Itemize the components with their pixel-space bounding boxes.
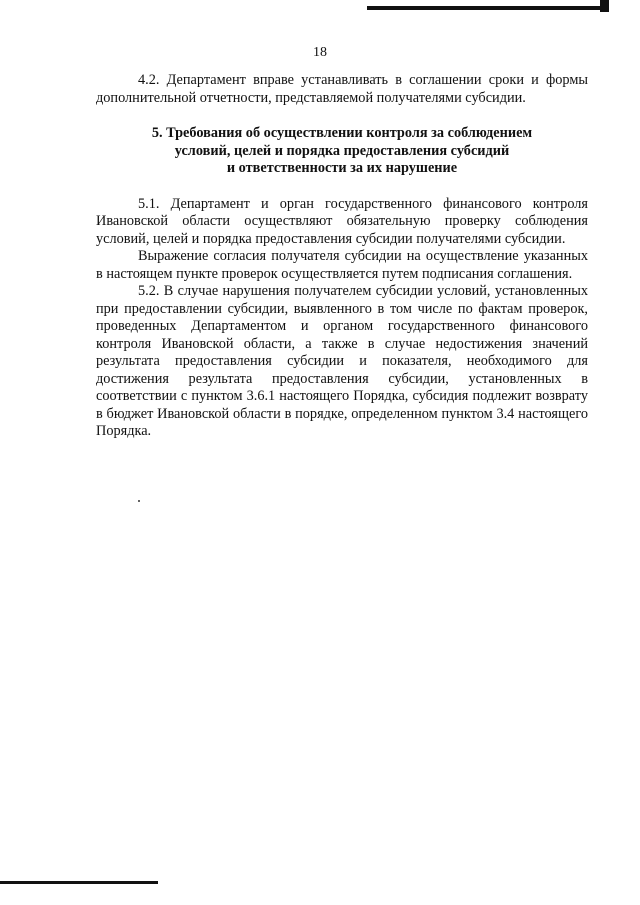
paragraph-5-1-consent: Выражение согласия получателя субсидии на осуществление указанных в настоящем пункте проверок осуществляется путем подписания соглашения. — [96, 248, 588, 282]
paragraph-4-2: 4.2. Департамент вправе устанавливать в соглашении сроки и формы дополнительной отчетности, представляемой получателями субсидии. — [96, 72, 588, 106]
paragraph-5-2: 5.2. В случае нарушения получателем субсидии условий, установленных при предоставлении субсидии, выявленного в том числе по фактам проверок, проведенных Департаментом и органом государственного финансового контроля Ивановской области, а также в случае недостижения значений результата предоставления субсидии и показателя, необходимого для достижения результата предоставления субсидии, установленных в соответствии с пунктом 3.6.1 настоящего Порядка, субсидия подлежит возврату в бюджет Ивановской области в порядке, определенном пунктом 3.4 настоящего Порядка. — [96, 283, 588, 439]
top-rule-end-mark — [600, 0, 609, 12]
bottom-decorative-rule — [0, 881, 158, 884]
section-5-heading — [96, 125, 588, 178]
section-5-heading-line-3: и ответственности за их нарушение — [226, 160, 458, 176]
document-body — [96, 72, 588, 441]
scan-artifact-dot — [138, 500, 140, 502]
page-number: 18 — [313, 45, 327, 60]
section-5-heading-line-1: 5. Требования об осуществлении контроля за соблюдением — [151, 125, 533, 141]
top-decorative-rule — [367, 6, 609, 10]
section-5-heading-line-2: условий, целей и порядка предоставления субсидий — [174, 142, 510, 159]
paragraph-5-1: 5.1. Департамент и орган государственного финансового контроля Ивановской области осуществляют обязательную проверку соблюдения условий, целей и порядка предоставления субсидии получателями субсидии. — [96, 195, 588, 247]
